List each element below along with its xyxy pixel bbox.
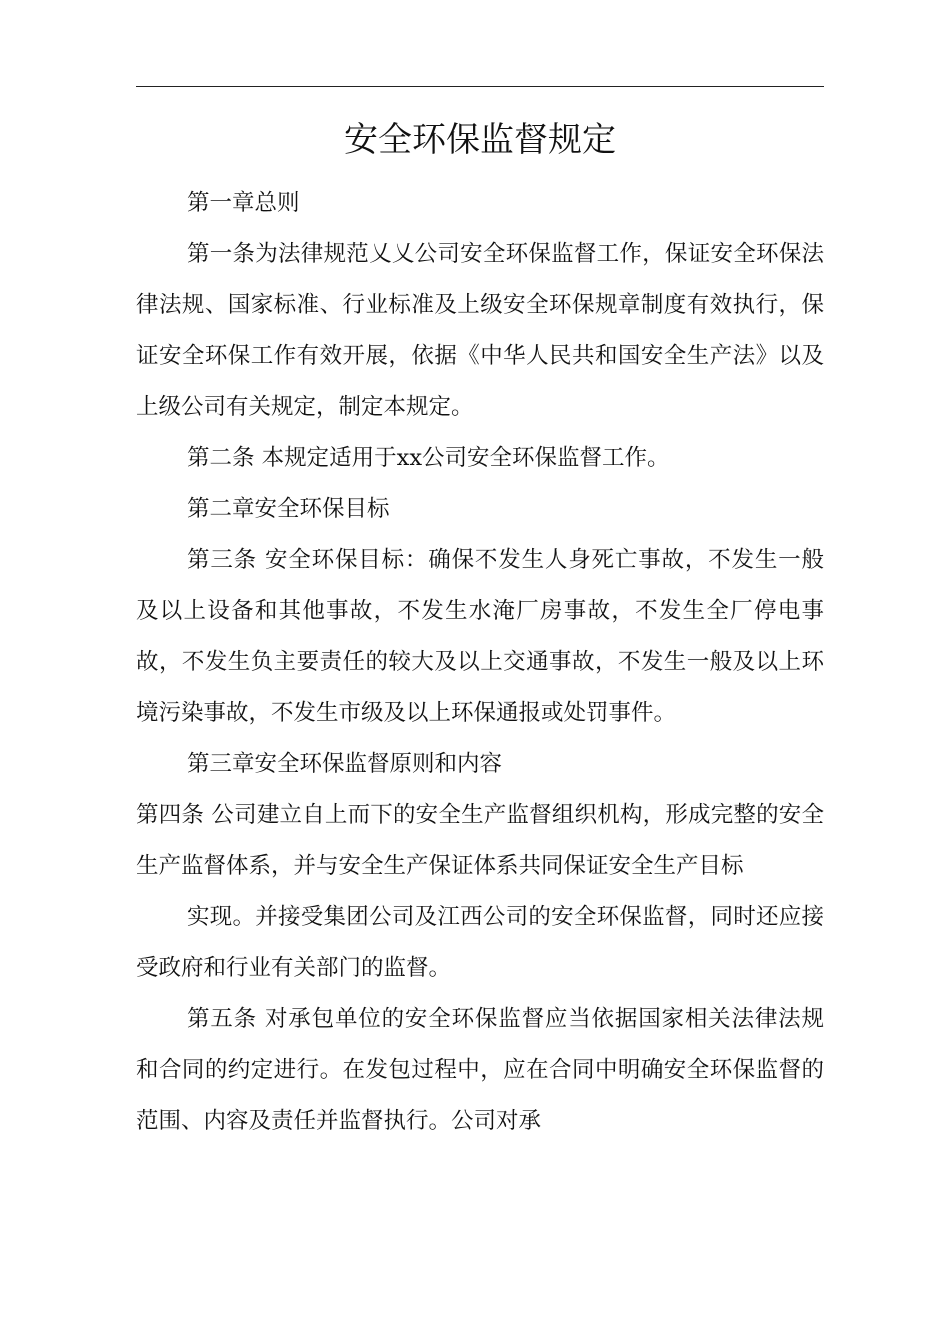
document-body [136,178,824,1147]
article-1: 第一条为法律规范乂乂公司安全环保监督工作，保证安全环保法律法规、国家标准、行业标准及上级安全环保规章制度有效执行，保证安全环保工作有效开展，依据《中华人民共和国安全生产法》以及上级公司有关规定，制定本规定。 [136,241,824,420]
article-5: 第五条 对承包单位的安全环保监督应当依据国家相关法律法规和合同的约定进行。在发包过程中，应在合同中明确安全环保监督的范围、内容及责任并监督执行。公司对承 [136,1006,824,1134]
chapter-heading-3: 第三章安全环保监督原则和内容 [187,751,503,777]
chapter-heading-1: 第一章总则 [187,190,300,216]
article-2: 第二条 本规定适用于xx公司安全环保监督工作。 [187,445,670,471]
chapter-heading-2: 第二章安全环保目标 [187,496,390,522]
header-rule [136,86,824,87]
article-4: 第四条 公司建立自上而下的安全生产监督组织机构，形成完整的安全生产监督体系，并与安全生产保证体系共同保证安全生产目标 [136,802,824,879]
article-3: 第三条 安全环保目标：确保不发生人身死亡事故，不发生一般及以上设备和其他事故，不发生水淹厂房事故，不发生全厂停电事故，不发生负主要责任的较大及以上交通事故，不发生一般及以上环境污染事故，不发生市级及以上环保通报或处罚事件。 [136,547,824,726]
article-4-continued: 实现。并接受集团公司及江西公司的安全环保监督，同时还应接受政府和行业有关部门的监督。 [136,904,824,981]
document-title: 安全环保监督规定 [344,120,616,160]
